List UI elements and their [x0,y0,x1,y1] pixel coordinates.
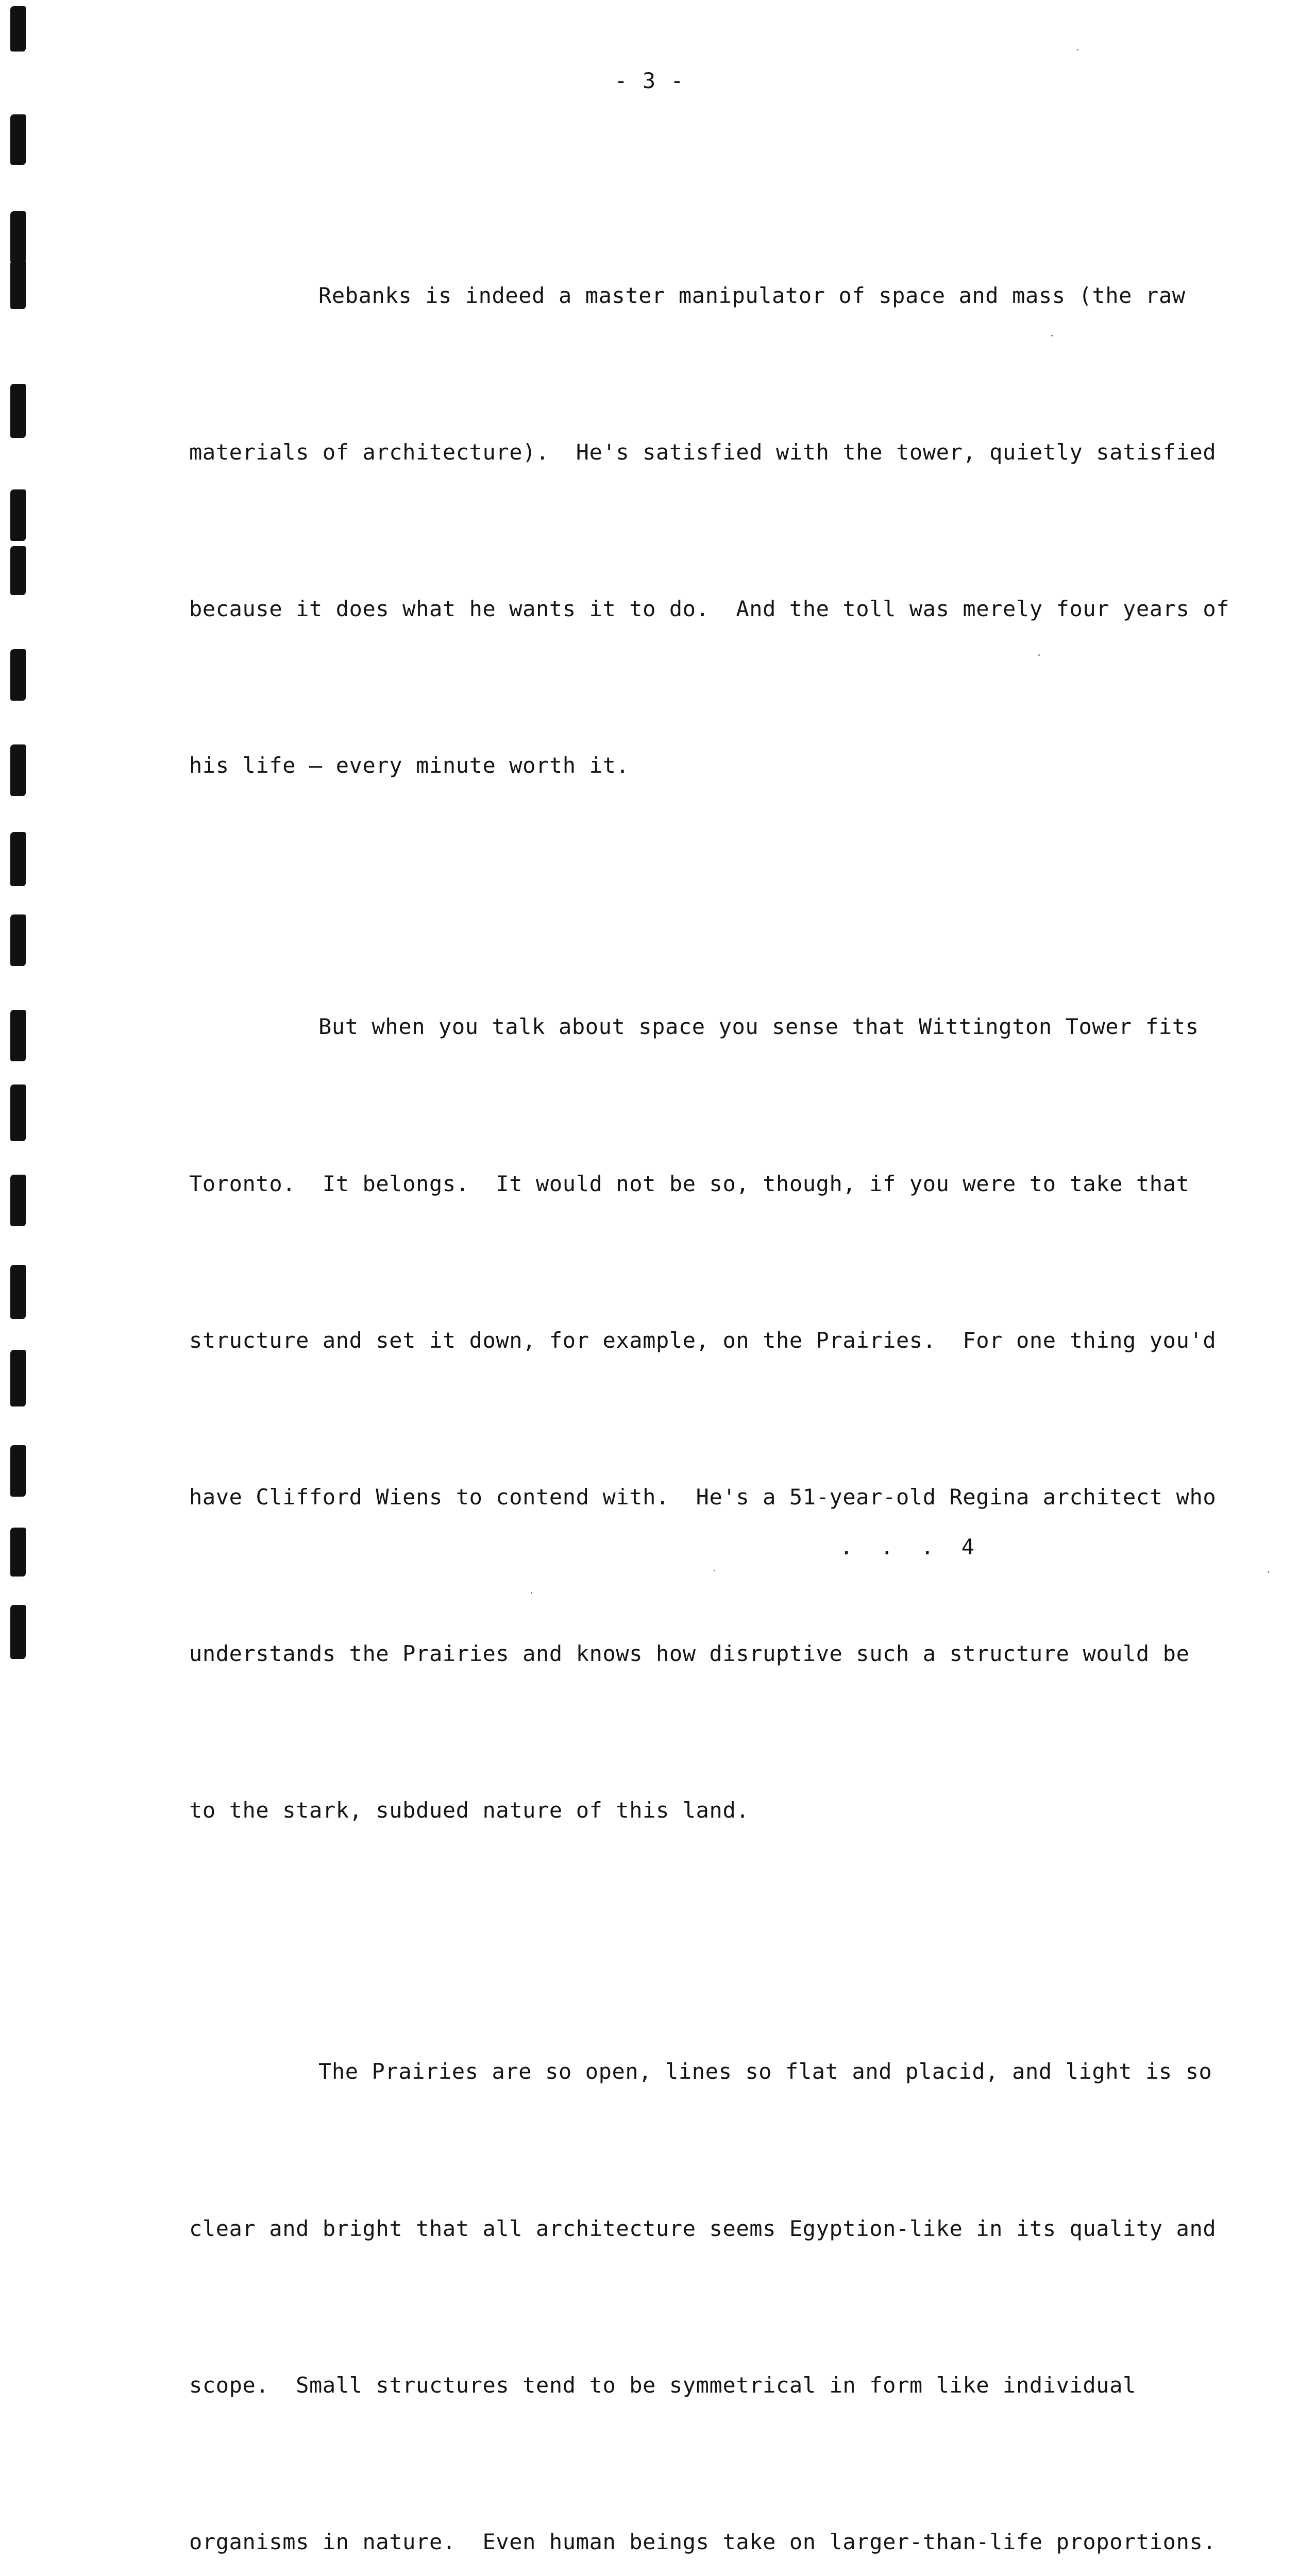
scan-speck [1268,1571,1269,1573]
continuation-marker: . . . 4 [840,1534,982,1560]
binding-mark [10,260,26,309]
binding-punch-marks [0,0,41,1707]
binding-mark [10,211,26,263]
binding-mark [10,914,26,966]
paragraph-1 [189,165,1240,896]
text-line: structure and set it down, for example, on the Prairies. For one thing you'd [189,1327,1217,1353]
page-number: - 3 - [614,68,685,93]
binding-mark [10,384,26,438]
binding-mark [10,1175,26,1226]
scan-speck [1038,654,1040,656]
binding-mark [10,1445,26,1497]
binding-mark [10,1528,26,1577]
text-line: because it does what he wants it to do. And the toll was merely four years of [189,596,1230,622]
binding-mark [10,744,26,796]
binding-mark [10,832,26,886]
binding-mark [10,1605,26,1659]
scan-speck [714,1570,715,1571]
scan-speck [1077,49,1078,50]
binding-mark [10,649,26,701]
text-line: to the stark, subdued nature of this land. [189,1798,750,1823]
text-line: his life — every minute worth it. [189,753,630,778]
binding-mark [10,6,26,52]
binding-mark [10,489,26,541]
text-line: scope. Small structures tend to be symmetrical in form like individual [189,2372,1136,2398]
body-text [189,165,1240,2576]
text-line: understands the Prairies and knows how disruptive such a structure would be [189,1641,1190,1667]
binding-mark [10,1010,26,1061]
binding-mark [10,546,26,595]
text-line: clear and bright that all architecture seems Egyption-like in its quality and [189,2215,1217,2241]
text-line: Toronto. It belongs. It would not be so, though, if you were to take that [189,1171,1190,1196]
text-line: But when you talk about space you sense that Wittington Tower fits [318,1014,1199,1040]
scan-speck [531,1592,532,1594]
binding-mark [10,1084,26,1141]
text-line: have Clifford Wiens to contend with. He's a 51-year-old Regina architect who [189,1484,1217,1510]
binding-mark [10,1350,26,1406]
paragraph-3 [189,1941,1240,2576]
scan-speck [1051,335,1053,336]
text-line: organisms in nature. Even human beings take on larger-than-life proportions. [189,2529,1217,2555]
binding-mark [10,114,26,165]
text-line: The Prairies are so open, lines so flat and placid, and light is so [318,2059,1212,2084]
binding-mark [10,1265,26,1319]
text-line: Rebanks is indeed a master manipulator of space and mass (the raw [318,282,1186,308]
text-line: materials of architecture). He's satisfied with the tower, quietly satisfied [189,439,1217,465]
paragraph-2 [189,896,1240,1941]
